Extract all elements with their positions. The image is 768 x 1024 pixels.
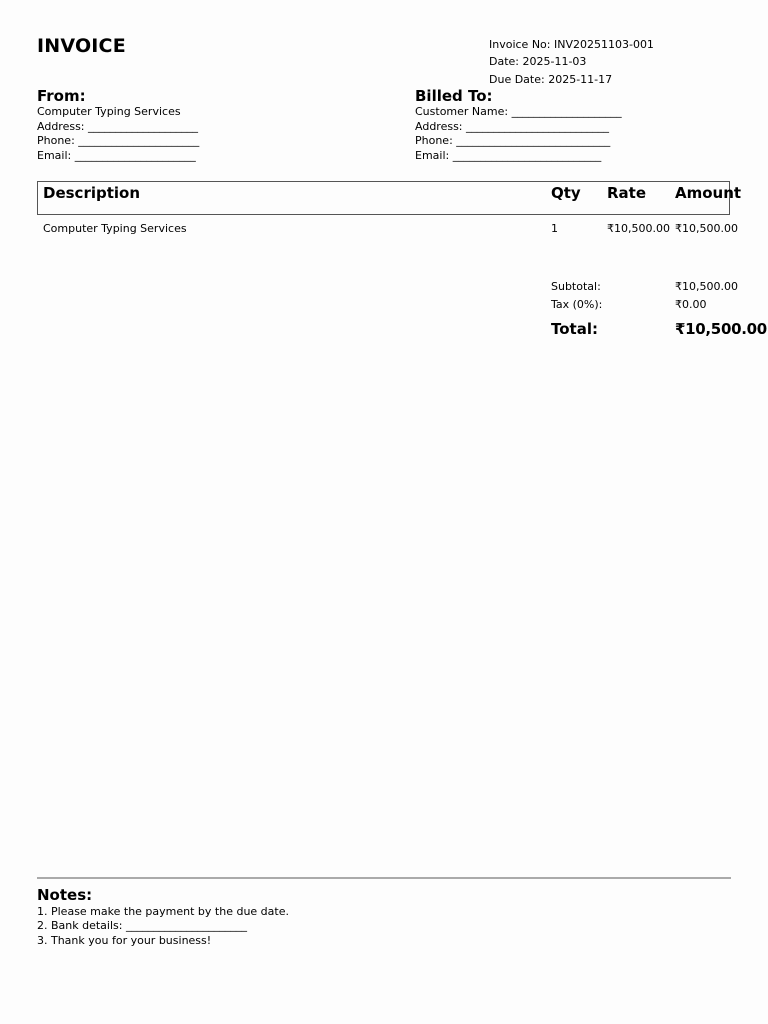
- billed-to-customer-name: Customer Name: ____________________: [415, 105, 622, 118]
- invoice-title: INVOICE: [37, 35, 126, 57]
- invoice-date: Date: 2025-11-03: [489, 55, 587, 68]
- tax-label: Tax (0%):: [551, 298, 603, 311]
- row-qty: 1: [551, 222, 558, 235]
- billed-to-address: Address: __________________________: [415, 120, 610, 133]
- from-title: From:: [37, 87, 86, 105]
- notes-item: 3. Thank you for your business!: [37, 934, 212, 947]
- row-rate: ₹10,500.00: [607, 222, 670, 235]
- billed-to-email: Email: ___________________________: [415, 149, 602, 162]
- notes-item: 1. Please make the payment by the due date.: [37, 905, 289, 918]
- column-header-amount: Amount: [675, 184, 742, 202]
- column-header-rate: Rate: [607, 184, 647, 202]
- column-header-description: Description: [43, 184, 141, 202]
- notes-item: 2. Bank details: ______________________: [37, 919, 247, 932]
- row-amount: ₹10,500.00: [675, 222, 738, 235]
- tax-value: ₹0.00: [675, 298, 707, 311]
- from-name: Computer Typing Services: [37, 105, 181, 118]
- invoice-due-date: Due Date: 2025-11-17: [489, 73, 613, 86]
- billed-to-phone: Phone: ____________________________: [415, 134, 611, 147]
- from-address: Address: ____________________: [37, 120, 199, 133]
- subtotal-value: ₹10,500.00: [675, 280, 738, 293]
- subtotal-label: Subtotal:: [551, 280, 601, 293]
- column-header-qty: Qty: [551, 184, 581, 202]
- invoice-number: Invoice No: INV20251103-001: [489, 38, 654, 51]
- notes-title: Notes:: [37, 886, 93, 904]
- total-value: ₹10,500.00: [675, 320, 767, 338]
- from-phone: Phone: ______________________: [37, 134, 200, 147]
- from-email: Email: ______________________: [37, 149, 196, 162]
- row-description: Computer Typing Services: [43, 222, 187, 235]
- billed-to-title: Billed To:: [415, 87, 493, 105]
- notes-divider: [37, 877, 731, 879]
- total-label: Total:: [551, 320, 598, 338]
